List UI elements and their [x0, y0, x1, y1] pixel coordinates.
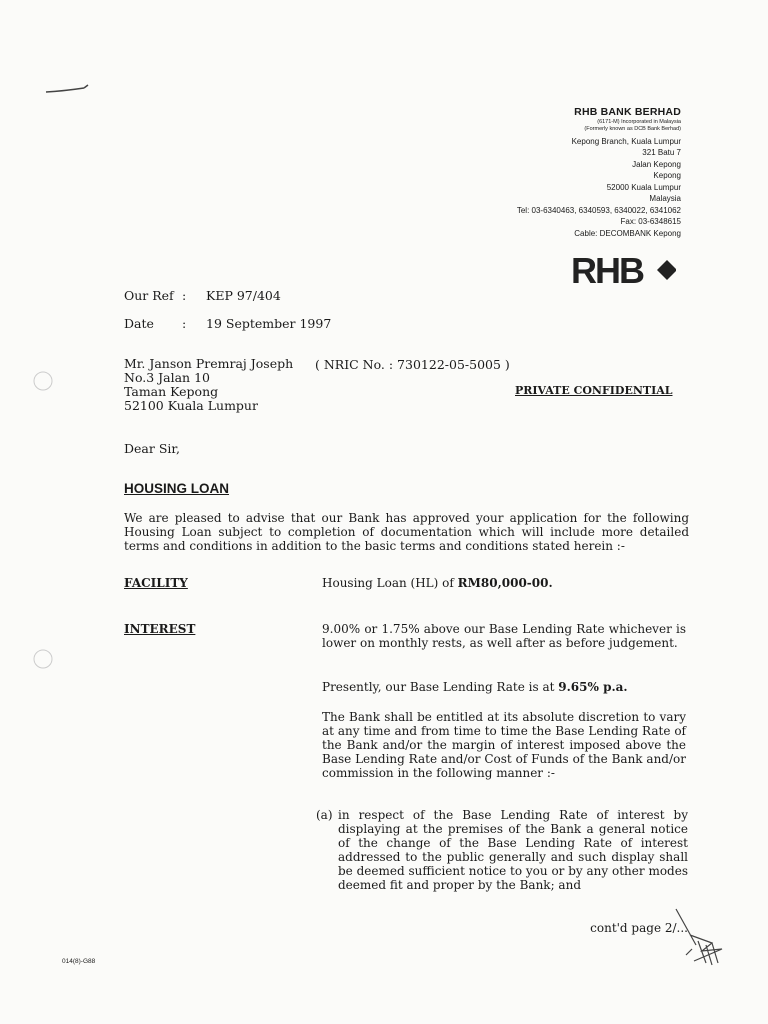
- date-sep: :: [182, 316, 187, 331]
- bank-address-line: Malaysia: [649, 194, 681, 203]
- bank-address-line: Jalan Kepong: [632, 159, 681, 169]
- item-a-text: in respect of the Base Lending Rate of interest by displaying at the premises of the Bank a general notice of the change of the Base Lending Rate of interest addressed to the public generally and such display shall be deemed sufficient notice to you or by any other modes deemed fit and proper by the Bank; and: [338, 808, 688, 892]
- logo-diamond-icon: [657, 260, 676, 280]
- bank-address-line: 321 Batu 7: [642, 148, 681, 157]
- recipient-address: [124, 357, 293, 413]
- date-row: [124, 316, 331, 331]
- recipient-address-line: Taman Kepong: [124, 384, 219, 399]
- our-ref-value: KEP 97/404: [206, 288, 281, 303]
- interest-label: INTEREST: [124, 622, 196, 636]
- date-value: 19 September 1997: [206, 316, 332, 331]
- signature-mark: [672, 905, 730, 967]
- facility-description: Housing Loan (HL) of: [322, 576, 458, 590]
- our-ref-label: Our Ref: [124, 288, 174, 303]
- bank-header: [421, 107, 681, 239]
- interest-rate-paragraph: 9.00% or 1.75% above our Base Lending Rate whichever is lower on monthly rests, as well after as before judgement.: [322, 622, 686, 650]
- bank-cable: Cable: DECOMBANK Kepong: [574, 228, 681, 238]
- punch-hole-mark: [32, 648, 54, 670]
- bank-address-line: 52000 Kuala Lumpur: [606, 182, 681, 192]
- facility-label: FACILITY: [124, 576, 188, 590]
- our-ref-row: [124, 288, 281, 303]
- punch-hole-mark: [32, 370, 54, 392]
- continued-note: cont'd page 2/...: [590, 921, 688, 935]
- intro-paragraph: We are pleased to advise that our Bank has approved your application for the following Housing Loan subject to completion of documentation which will include more detailed terms and conditions in addition to the basic terms and conditions stated herein :-: [124, 511, 689, 553]
- item-a: [316, 808, 688, 892]
- facility-amount: RM80,000-00.: [457, 576, 553, 590]
- bank-formerly: (Formerly known as DCB Bank Berhad): [584, 125, 681, 132]
- recipient-name: Mr. Janson Premraj Joseph: [124, 356, 294, 371]
- form-code: 014(8)-G88: [62, 958, 96, 965]
- recipient-address-line: 52100 Kuala Lumpur: [124, 398, 258, 413]
- discretion-paragraph: The Bank shall be entitled at its absolute discretion to vary at any time and from time to time the Base Lending Rate of the Bank and/or the margin of interest imposed above the Base Lending Rate and/or Cost of Funds of the Bank and/or commission in the following manner :-: [322, 710, 686, 780]
- bank-address-line: Kepong Branch, Kuala Lumpur: [571, 136, 681, 146]
- bank-fax: Fax: 03-6348615: [620, 217, 681, 226]
- facility-text: [322, 576, 686, 590]
- date-label: Date: [124, 316, 154, 331]
- letter-title: HOUSING LOAN: [124, 481, 230, 496]
- blr-text: Presently, our Base Lending Rate is at: [322, 680, 559, 694]
- scan-artifact: [44, 82, 94, 96]
- blr-value: 9.65% p.a.: [558, 680, 628, 694]
- bank-name: RHB BANK BERHAD: [574, 106, 681, 118]
- item-a-marker: (a): [316, 808, 333, 822]
- bank-address-line: Kepong: [653, 171, 681, 180]
- rhb-logo: [571, 250, 676, 290]
- our-ref-sep: :: [182, 288, 187, 303]
- salutation: Dear Sir,: [124, 441, 180, 456]
- recipient-nric: ( NRIC No. : 730122-05-5005 ): [315, 357, 510, 372]
- private-confidential-label: PRIVATE CONFIDENTIAL: [515, 384, 673, 397]
- bank-registration: (6171-M) Incorporated in Malaysia: [597, 118, 681, 125]
- base-lending-rate-paragraph: [322, 680, 686, 694]
- bank-tel: Tel: 03-6340463, 6340593, 6340022, 6341062: [516, 205, 681, 215]
- rhb-logo-text: RHB: [571, 250, 643, 290]
- recipient-address-line: No.3 Jalan 10: [124, 370, 210, 385]
